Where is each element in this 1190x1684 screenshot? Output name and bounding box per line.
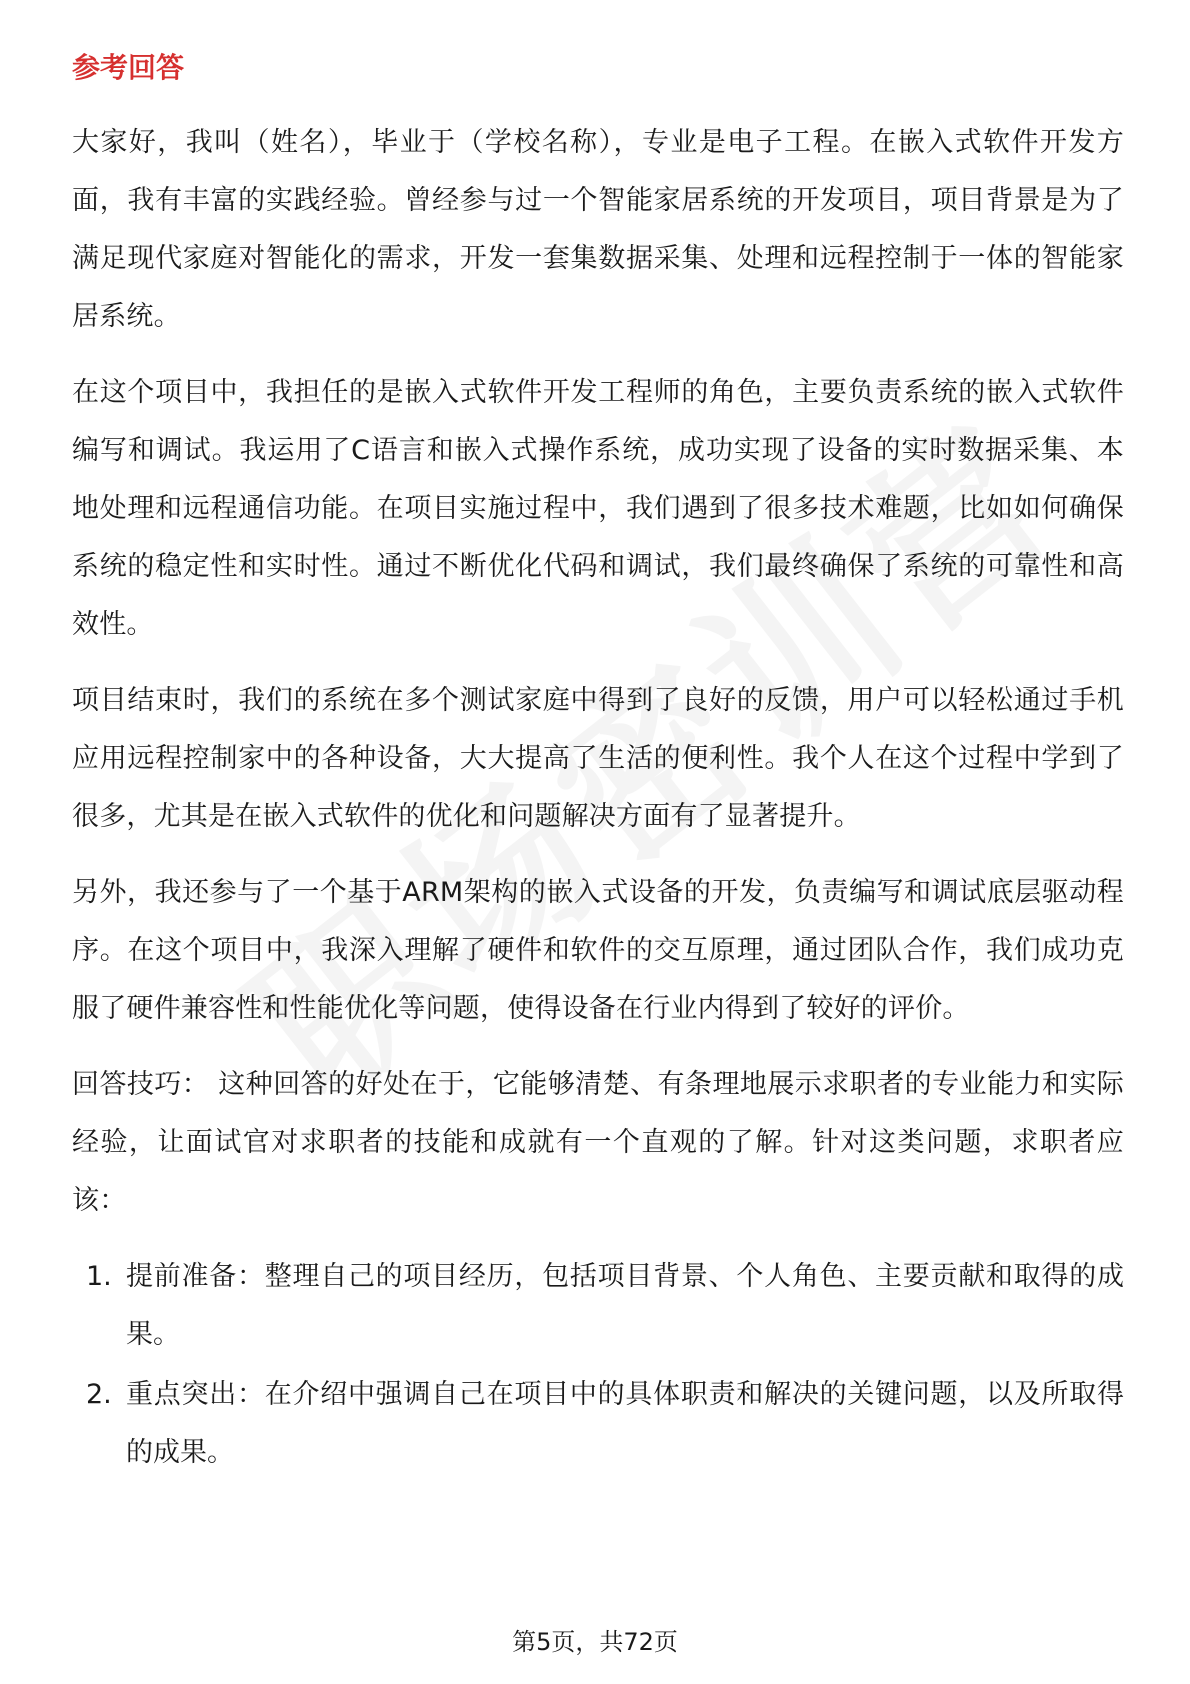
- list-item: [72, 1366, 1124, 1482]
- document-page: [72, 48, 1124, 1484]
- list-item-text: 重点突出：在介绍中强调自己在项目中的具体职责和解决的关键问题，以及所取得的成果。: [126, 1379, 1124, 1468]
- paragraph-result: 项目结束时，我们的系统在多个测试家庭中得到了良好的反馈，用户可以轻松通过手机应用远程控制家中的各种设备，大大提高了生活的便利性。我个人在这个过程中学到了很多，尤其是在嵌入式软件的优化和问题解决方面有了显著提升。: [72, 685, 1124, 832]
- tips-list: [72, 1248, 1124, 1482]
- paragraph-intro: 大家好，我叫（姓名），毕业于（学校名称），专业是电子工程。在嵌入式软件开发方面，我有丰富的实践经验。曾经参与过一个智能家居系统的开发项目，项目背景是为了满足现代家庭对智能化的需求，开发一套集数据采集、处理和远程控制于一体的智能家居系统。: [72, 127, 1124, 332]
- page-footer: 第5页，共72页: [512, 1628, 678, 1656]
- section-heading: 参考回答: [72, 51, 185, 84]
- paragraph-arm-project: 另外，我还参与了一个基于ARM架构的嵌入式设备的开发，负责编写和调试底层驱动程序。在这个项目中，我深入理解了硬件和软件的交互原理，通过团队合作，我们成功克服了硬件兼容性和性能优化等问题，使得设备在行业内得到了较好的评价。: [72, 877, 1124, 1024]
- paragraph-tips: 回答技巧： 这种回答的好处在于，它能够清楚、有条理地展示求职者的专业能力和实际经验，让面试官对求职者的技能和成就有一个直观的了解。针对这类问题，求职者应该：: [72, 1069, 1124, 1216]
- list-item-text: 提前准备：整理自己的项目经历，包括项目背景、个人角色、主要贡献和取得的成果。: [126, 1261, 1124, 1350]
- list-number: 1.: [86, 1261, 112, 1292]
- list-item: [72, 1248, 1124, 1364]
- list-number: 2.: [86, 1379, 112, 1410]
- paragraph-role: 在这个项目中，我担任的是嵌入式软件开发工程师的角色，主要负责系统的嵌入式软件编写和调试。我运用了C语言和嵌入式操作系统，成功实现了设备的实时数据采集、本地处理和远程通信功能。在项目实施过程中，我们遇到了很多技术难题，比如如何确保系统的稳定性和实时性。通过不断优化代码和调试，我们最终确保了系统的可靠性和高效性。: [72, 377, 1124, 640]
